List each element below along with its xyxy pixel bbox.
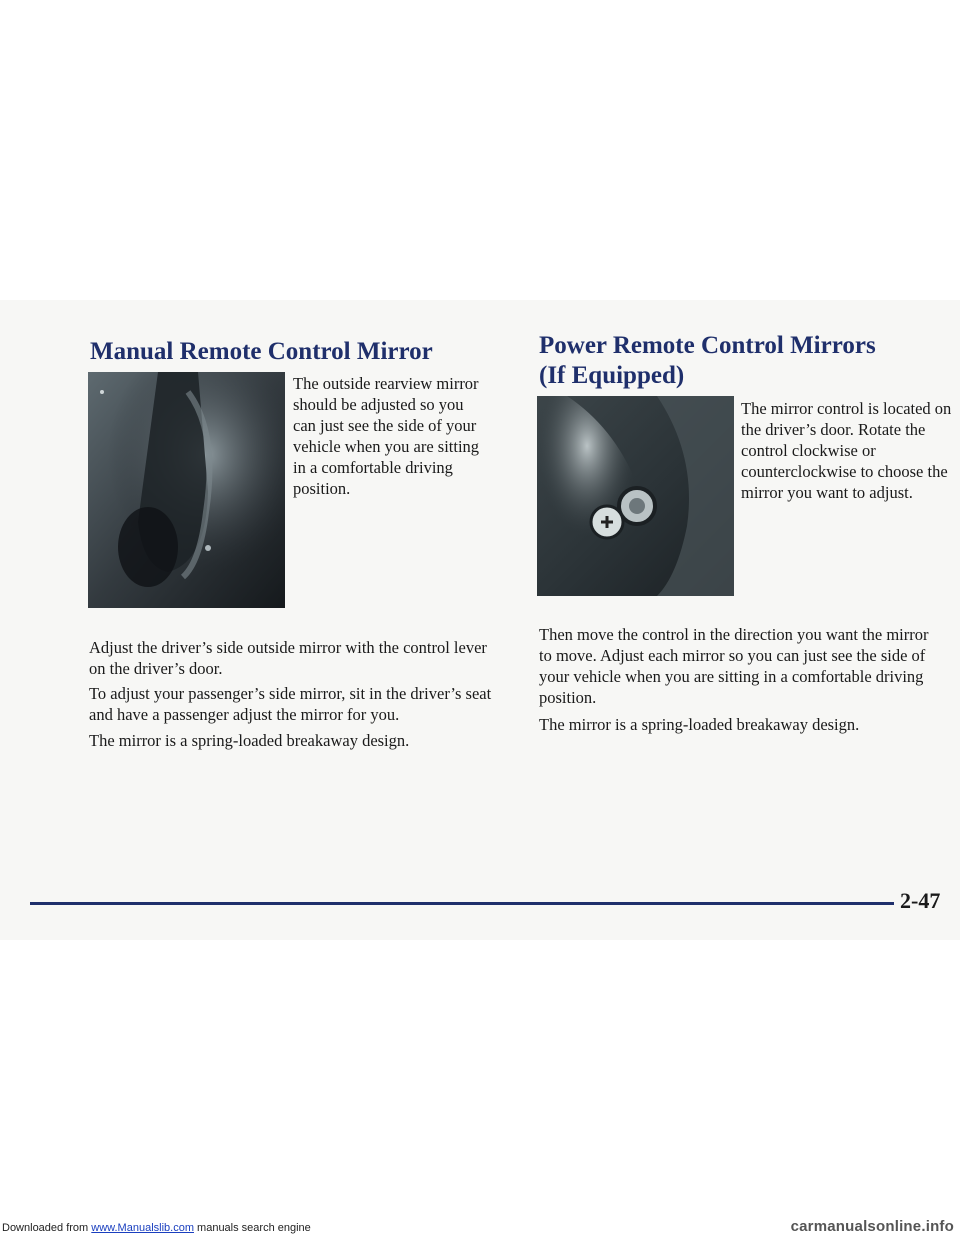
manual-mirror-side-text: The outside rearview mirror should be adjusted so you can just see the side of your vehicle when you are sitting in a comfortable driving position. (293, 374, 480, 498)
manual-paragraph-1: Adjust the driver’s side outside mirror with the control lever on the driver’s door. (89, 638, 487, 678)
watermark: carmanualsonline.info (790, 1218, 954, 1235)
manual-mirror-title: Manual Remote Control Mirror (90, 338, 433, 365)
power-paragraph-2: The mirror is a spring-loaded breakaway design. (539, 715, 860, 734)
manual-mirror-lever-photo (88, 372, 285, 608)
power-mirrors-title (539, 331, 876, 391)
power-mirror-side-text: The mirror control is located on the driver’s door. Rotate the control clockwise or counterclockwise to choose the mirror you want to adjust. (741, 399, 952, 502)
download-line (2, 1222, 311, 1234)
manual-paragraph-2: To adjust your passenger’s side mirror, sit in the driver’s seat and have a passenger adjust the mirror for you. (89, 684, 492, 724)
download-prefix: Downloaded from (2, 1222, 92, 1234)
power-mirrors-title-line1: Power Remote Control Mirrors (539, 332, 876, 359)
footer-rule (30, 902, 894, 905)
manual-paragraph-3: The mirror is a spring-loaded breakaway design. (89, 731, 410, 750)
page-number: 2-47 (900, 888, 941, 913)
manualslib-link[interactable]: www.Manualslib.com (91, 1222, 194, 1234)
download-suffix: manuals search engine (193, 1222, 311, 1234)
power-mirrors-title-line2: (If Equipped) (539, 362, 685, 389)
power-paragraph-1: Then move the control in the direction you want the mirror to move. Adjust each mirror so you can just see the side of your vehicle when you are sitting in a comfortable driving position. (539, 625, 929, 707)
power-mirror-control-photo (537, 396, 734, 596)
